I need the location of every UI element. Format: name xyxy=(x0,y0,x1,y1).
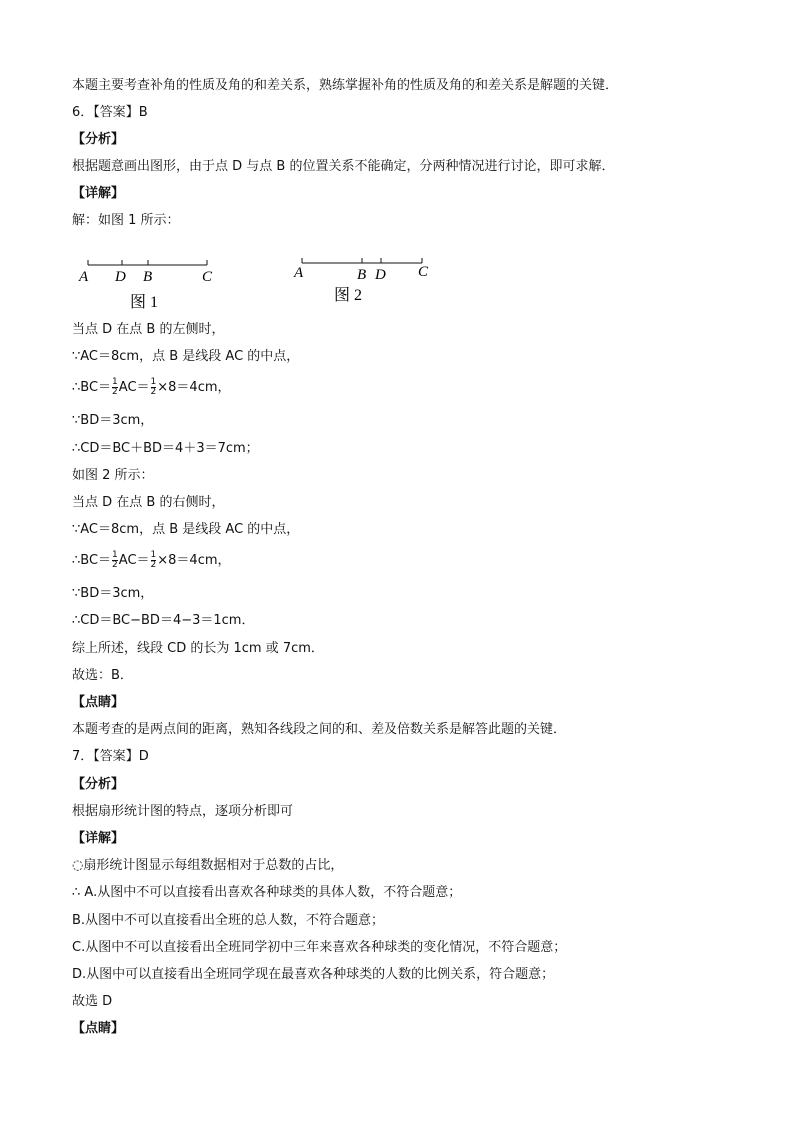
section-heading: 【详解】 xyxy=(72,831,125,846)
text-line: ∵AC＝8cm，点 B 是线段 AC 的中点， xyxy=(72,522,300,537)
answer-heading-6: 6．【答案】B xyxy=(72,105,148,120)
fraction-denominator: 2 xyxy=(112,387,118,397)
fraction-numerator: 1 xyxy=(112,550,118,560)
point-label: A xyxy=(294,265,304,281)
fraction-denominator: 2 xyxy=(150,560,157,570)
text-line: 故选：B． xyxy=(72,668,133,683)
figure-1 xyxy=(72,252,232,314)
figure-caption: 图 2 xyxy=(334,287,363,304)
section-heading: 【分析】 xyxy=(72,132,125,147)
text-line: B.从图中不可以直接看出全班的总人数，不符合题意； xyxy=(72,913,385,928)
text-line: ∵AC＝8cm，点 B 是线段 AC 的中点， xyxy=(72,349,300,364)
section-heading: 【分析】 xyxy=(72,777,125,792)
text-line: 本题主要考查补角的性质及角的和差关系，熟练掌握补角的性质及角的和差关系是解题的关键． xyxy=(72,78,619,93)
text-line: 解：如图 1 所示： xyxy=(72,213,180,228)
figure-2 xyxy=(288,250,448,310)
fraction xyxy=(112,378,118,397)
equation-part: AC＝ xyxy=(118,380,150,395)
fraction-denominator: 2 xyxy=(150,387,157,397)
answer-heading-7: 7．【答案】D xyxy=(72,749,149,764)
fraction xyxy=(112,551,118,570)
fraction-numerator: 1 xyxy=(150,550,157,560)
point-label: D xyxy=(375,267,386,283)
point-label: A xyxy=(79,269,89,285)
equation-part: AC＝ xyxy=(118,553,150,568)
fraction xyxy=(151,378,157,397)
equation-line xyxy=(72,549,231,573)
text-line: ∴CD＝BC＋BD＝4＋3＝7cm； xyxy=(72,441,259,456)
text-line: 故选 D xyxy=(72,994,113,1009)
text-line: ◌扇形统计图显示每组数据相对于总数的占比， xyxy=(72,858,344,873)
figure-caption: 图 1 xyxy=(130,294,159,311)
text-line: D.从图中可以直接看出全班同学现在最喜欢各种球类的人数的比例关系，符合题意； xyxy=(72,967,555,982)
equation-part: ×8＝4cm， xyxy=(157,380,231,395)
point-label: D xyxy=(115,269,126,285)
point-label: B xyxy=(143,269,153,285)
text-line: C.从图中不可以直接看出全班同学初中三年来喜欢各种球类的变化情况，不符合题意； xyxy=(72,940,567,955)
text-line: 根据题意画出图形，由于点 D 与点 B 的位置关系不能确定，分两种情况进行讨论，即可求解． xyxy=(72,159,615,174)
fraction-numerator: 1 xyxy=(150,377,157,387)
point-label: B xyxy=(357,267,367,283)
fraction-numerator: 1 xyxy=(112,377,118,387)
text-line: 当点 D 在点 B 的左侧时， xyxy=(72,322,225,337)
fraction xyxy=(151,551,157,570)
fraction-denominator: 2 xyxy=(112,560,118,570)
text-line: ∵BD＝3cm， xyxy=(72,586,154,601)
point-label: C xyxy=(418,264,429,280)
point-label: C xyxy=(202,269,213,285)
text-line: ∴ A.从图中不可以直接看出喜欢各种球类的具体人数，不符合题意； xyxy=(72,885,462,900)
text-line: 本题考查的是两点间的距离，熟知各线段之间的和、差及倍数关系是解答此题的关键． xyxy=(72,722,567,737)
text-line: 根据扇形统计图的特点，逐项分析即可 xyxy=(72,804,294,819)
section-heading: 【点睛】 xyxy=(72,695,125,710)
text-line: ∵BD＝3cm， xyxy=(72,413,154,428)
equation-part: ∴BC＝ xyxy=(72,553,112,568)
equation-part: ∴BC＝ xyxy=(72,380,112,395)
text-line: 如图 2 所示： xyxy=(72,468,154,483)
equation-part: ×8＝4cm， xyxy=(157,553,231,568)
equation-line xyxy=(72,376,231,400)
text-line: 当点 D 在点 B 的右侧时， xyxy=(72,495,225,510)
section-heading: 【点睛】 xyxy=(72,1021,125,1036)
section-heading: 【详解】 xyxy=(72,186,125,201)
text-line: ∴CD＝BC−BD＝4−3＝1cm． xyxy=(72,613,255,628)
text-line: 综上所述，线段 CD 的长为 1cm 或 7cm． xyxy=(72,641,324,656)
